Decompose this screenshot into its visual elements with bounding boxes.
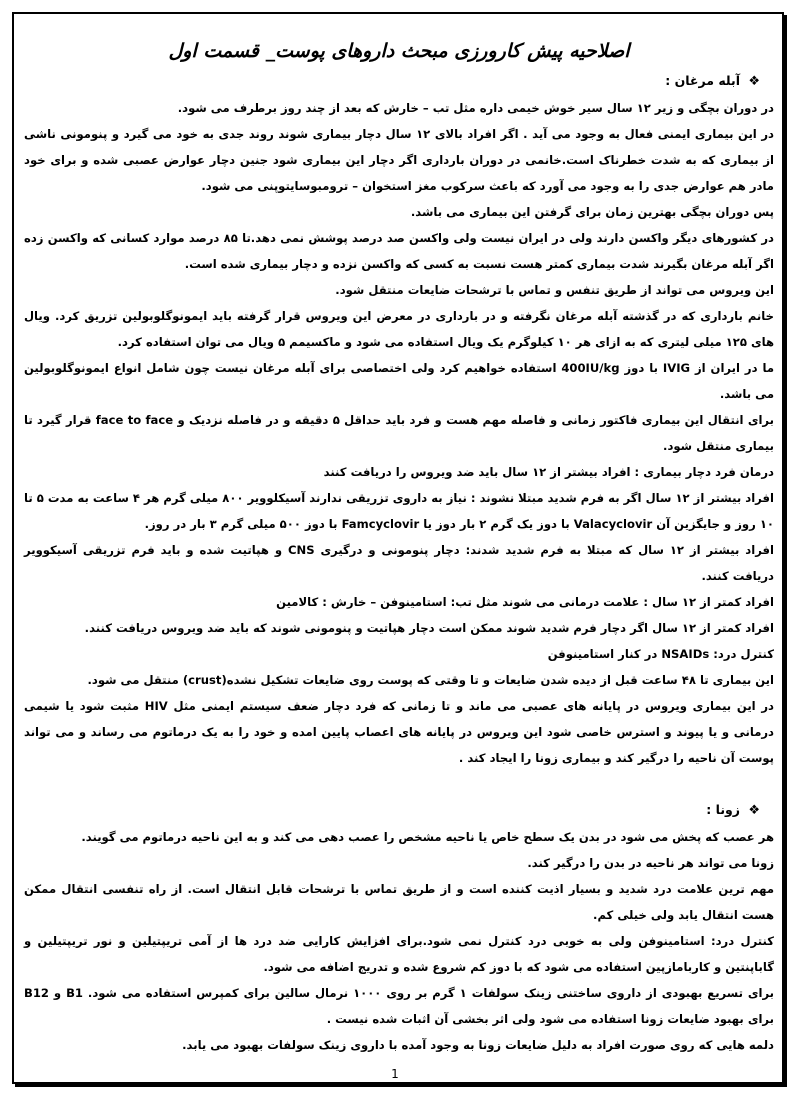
section-heading-chickenpox [24, 68, 774, 95]
paragraph: افراد بیشتر از ۱۲ سال اگر به فرم شدید مبتلا نشوند : نیاز به داروی تزریقی ندارند آسیکلوویر ۸۰۰ میلی گرم هر ۴ ساعت به مدت ۵ تا ۱۰ روز و جایگزین آن Valacyclovir با دوز یک گرم ۲ بار دوز یا Famcyclovir با دوز ۵۰۰ میلی گرم ۳ بار در روز. [24, 491, 774, 531]
section-spacer [24, 771, 774, 797]
paragraph: در این بیماری ویروس در پایانه های عصبی می ماند و تا زمانی که فرد دچار ضعف سیستم ایمنی مثل HIV مثبت شود یا شیمی درمانی و یا پیوند و استرس خاصی شود این ویروس در پایانه های اعصاب پایین امده و خود را به یک درماتوم می رساند و می تواند پوست آن ناحیه را درگیر کند و بیماری زونا را ایجاد کند . [24, 699, 774, 765]
paragraph: برای انتقال این بیماری فاکتور زمانی و فاصله مهم هست و فرد باید حداقل ۵ دقیقه و در فاصله نزدیک و face to face قرار گیرد تا بیماری منتقل شود. [24, 413, 775, 453]
paragraph: برای تسریع بهبودی از داروی ساختنی زینک سولفات ۱ گرم بر روی ۱۰۰۰ نرمال سالین برای کمپرس استفاده می شود. B1 و B12 برای بهبود ضایعات زونا استفاده می شود ولی اثر بخشی آن اثبات شده نیست . [24, 986, 775, 1026]
paragraph: کنترل درد: استامینوفن ولی به خوبی درد کنترل نمی شود.برای افزایش کارایی ضد درد ها از آمی تریپتیلین و نور تریپتیلین و گاباپنتین و کاربامازپین استفاده می شود که با دوز کم شروع شده و تدریج اضافه می شود. [24, 934, 774, 974]
paragraph: این بیماری تا ۴۸ ساعت قبل از دیده شدن ضایعات و تا وقتی که پوست روی ضایعات تشکیل نشده(crust) منتقل می شود. [87, 673, 774, 687]
document-body [24, 36, 774, 1058]
paragraph: زونا می تواند هر ناحیه در بدن را درگیر کند. [527, 856, 774, 870]
paragraph: در کشورهای دیگر واکسن دارند ولی در ایران نیست ولی واکسن صد درصد پوشش نمی دهد.تا ۸۵ درصد موارد کسانی که واکسن زده اگر آبله مرغان بگیرند شدت بیماری کمتر هست نسبت به کسی که واکسن نزده و دچار بیماری شده است. [24, 231, 774, 271]
section-heading-label: آبله مرغان : [665, 73, 740, 88]
diamond-bullet-icon: ❖ [748, 74, 760, 89]
page-title: اصلاحیه پیش کارورزی مبحث داروهای پوست_ قسمت اول [168, 40, 630, 62]
paragraph: در دوران بچگی و زیر ۱۲ سال سیر خوش خیمی داره مثل تب – خارش که بعد از چند روز برطرف می شود. [177, 101, 774, 115]
diamond-bullet-icon: ❖ [748, 803, 760, 818]
paragraph: خانم بارداری که در گذشته آبله مرغان نگرفته و در بارداری در معرض این ویروس قرار گرفته باید ایمونوگلوبولین تزریق کرد. ویال های ۱۲۵ میلی لیتری که به ازای هر ۱۰ کیلوگرم یک ویال استفاده می شود و ماکسیمم ۵ ویال می توان استفاده کرد. [24, 309, 774, 349]
section-heading-label: زونا : [706, 802, 740, 817]
paragraph: مهم ترین علامت درد شدید و بسیار اذیت کننده است و از طریق تماس با ترشحات قابل انتقال است. از راه تنفسی انتقال ممکن هست انتقال یابد ولی خیلی کم. [24, 882, 774, 922]
paragraph: پس دوران بچگی بهترین زمان برای گرفتن این بیماری می باشد. [410, 205, 774, 219]
paragraph: این ویروس می تواند از طریق تنفس و تماس با ترشحات ضایعات منتقل شود. [335, 283, 774, 297]
page-number: 1 [385, 1067, 405, 1081]
paragraph: افراد کمتر از ۱۲ سال : علامت درمانی می شوند مثل تب: استامینوفن – خارش : کالامین [276, 595, 774, 609]
paragraph: دلمه هایی که روی صورت افراد به دلیل ضایعات زونا به وجود آمده با داروی زینک سولفات بهبود می یابد. [182, 1038, 774, 1052]
paragraph: ما در ایران از IVIG با دوز 400IU/kg استفاده خواهیم کرد ولی اختصاصی برای آبله مرغان نیست چون شامل انواع ایمونوگلوبولین می باشد. [24, 361, 774, 401]
paragraph: در این بیماری ایمنی فعال به وجود می آید . اگر افراد بالای ۱۲ سال دچار بیماری شوند روند جدی به خود می گیرد و پنومونی ناشی از بیماری که به شدت خطرناک است.خانمی در دوران بارداری اگر دچار این بیماری شود جنین دچار عوارض عصبی شده و برای خود مادر هم عوارض جدی را به وجود می آورد که باعث سرکوب مغز استخوان – ترومبوسایتوپنی می شود. [24, 127, 774, 193]
paragraph: کنترل درد: NSAIDs در کنار استامینوفن [547, 647, 774, 661]
paragraph: افراد کمتر از ۱۲ سال اگر دچار فرم شدید شوند ممکن است دچار هپاتیت و پنومونی شوند که باید ضد ویروس دریافت کنند. [84, 621, 774, 635]
paragraph: افراد بیشتر از ۱۲ سال که مبتلا به فرم شدید شدند: دچار پنومونی و درگیری CNS و هپاتیت شده و باید فرم تزریقی آسیکوویر دریافت کنند. [24, 543, 774, 583]
section-heading-shingles [24, 797, 774, 824]
paragraph: هر عصب که پخش می شود در بدن یک سطح خاص یا ناحیه مشخص را عصب دهی می کند و به این ناحیه درماتوم می گویند. [81, 830, 774, 844]
paragraph: درمان فرد دچار بیماری : افراد بیشتر از ۱۲ سال باید ضد ویروس را دریافت کنند [323, 465, 774, 479]
